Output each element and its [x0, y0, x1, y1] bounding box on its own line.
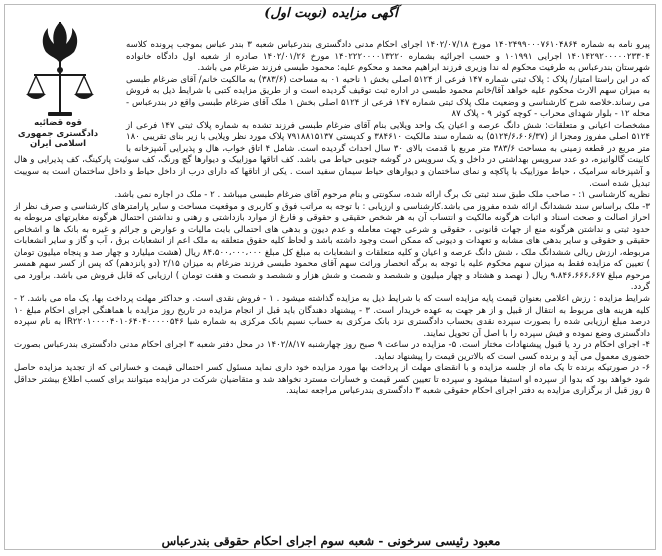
signature: معبود رئیسی سرخونی - شعبه سوم اجرای احکام حقوقی بندرعباس: [161, 534, 501, 548]
emblem-country-label: دادگستری جمهوری اسلامی ایران: [17, 129, 99, 149]
notice-paragraph: پیرو نامه به شماره ۱۴۰۲۴۹۹۰۰۰۷۶۱۰۴۸۶۴ مورخ ۱۴۰۲/۰۷/۱۸ اجرای احکام مدنی دادگستری بندرعباس شعبه ۳ بندر عباس بموجب پرونده کلاسه ۱۴۰۱۴۲۹۲۰۰۰۰۰۲۳۳۰۴ اجرایی ۱۰۱۹۹۱ و حسب اجرائیه بشماره ۱۴۰۲۲۲۰۰۰۰۱۳۲۲۰ مورخ ۱۴۰۲/۰۱/۲۶ صادره از شعبه اول دادگاه خانواده شهرستان بندرعباس به طرفیت محکوم له ندا وزیری فرزند ابراهیم محمد و محکوم علیه: محمود طبسی فرزند ضرغام می باشد.: [126, 40, 650, 74]
notice-paragraph: ۴- اجرای احکام در رد یا قبول پیشنهادات مختار است. ۵- مزایده در ساعت ۹ صبح روز چهارشنبه ۱۴۰۲/۸/۱۷ در محل دفتر شعبه ۳ اجرای احکام مدنی دادگستری بندرعباس بصورت حضوری معمول می آید و برنده کسی است که بالاترین قیمت را پیشنهاد نماید.: [14, 340, 650, 362]
notice-paragraph: ۶- در صورتیکه برنده تا یک ماه از جلسه مزایده و با انقضای مهلت از پرداخت بها مورد مزایده خود داری نماید مسئول کسر احتمالی قیمت و خساراتی که از تجدید مزایده حاصل شود خواهد بود که بدوا از سپرده او استیفا میشود و سپرده تا تعیین کسر قیمت و خسارات مسترد نخواهد شد و متقاضیان شرکت در مزایده میتوانند برای کسب اطلاع بیشتر حداقل ۵ روز قبل از برگزاری مزایده به دفتر اجرای احکام حقوقی شعبه ۳ دادگستری بندرعباس مراجعه نمایند.: [14, 363, 650, 397]
emblem-space: [14, 40, 126, 144]
emblem-org-label: قوه قضائیه: [34, 118, 82, 128]
notice-paragraph: مشخصات اعیانی و متعلقات: شش دانگ عرصه و اعیان یک واحد ویلایی بنام آقای ضرغام طبسی فرزند تشده به شماره پلاک ثبتی ۱۴۷ فرعی از ۵۱۲۴ اصلی مفروز ومجزا از (۵۱۲۴/۶،۶۰۶/۳۷) به شماره سند مالکیت ۳۸۴۶۱۰ و کدپستی ۷۹۱۸۸۱۵۱۳۷ پلاک مورد نظر ویلایی با زیر بنای تقریبی ۱۸۰ متر مربع در قطعه زمینی به مساحت ۳۸۳/۶ متر مربع با قدمت بالای ۳۰ سال احداث گردیده است. شامل ۴ اتاق خواب، هال و پذیرایی آشپزخانه با کابینت گالوانیزه، دو عدد سرویس بهداشتی در داخل و یک سرویس در گوشه جنوبی حیاط می باشد. کف اتاقها موزاییک و دیوارها گچ ورنگ، کف سوئیت پارکینگ، کف پذیرایی و هال و آشپزخانه سرامیک ، حیاط موزاییک با پاکچه و نمای ساختمان و دیوارهای حیاط سیمان سفید است . یکی از اتاقها که دارای درب از داخل حیاط و داخل ساختمان است به سوییت تبدیل شده است.: [14, 120, 651, 189]
notice-paragraph: که در این راستا امتیاز/ پلاک : پلاک ثبتی شماره ۱۴۷ فرعی از ۵۱۲۴ اصلی بخش ۱ ناحیه ۰۱ به مساحت (۳۸۳/۶) به مالکیت خانم/ آقای ضرغام طبسی به میزان سهم الارث محکوم علیه خواهد آقا/خانم محمود طبسی در اداره ثبت توقیف گردیده است و از طریق مزایده کتبی با شرایط ذیل به فروش می رساند.خلاصه شرح کارشناسی و وضعیت ملک پلاک ثبتی شماره ۱۴۷ فرعی از ۵۱۲۴ اصلی بخش ۱ ملک آقای ضرغام طبسی واقع در بندرعباس - محله ۱۲ - بلوار شهدای محراب - کوچه کوثر ۹ - پلاک ۸۷: [126, 74, 650, 120]
notice-body: [14, 40, 650, 398]
notice-paragraph: ۳- ملک براساس سند ششدانگ ارائه شده مفروز می باشد.کارشناسی و ارزیابی : با توجه به مراتب فوق و کاربری و موقعیت مساحت و سایر پارامترهای کارشناسی و صرف نظر از احراز اصالت و صحت اسناد و اثبات هرگونه مالکیت و انتساب آن به هر شخص حقیقی و حقوقی و فارغ از موارد بازداشتی و رهنی و نداشتن احتمال هرگونه مغایرتهای مربوطه به حدود ثبتی و نداشتن هرگونه منع از جهات قانونی ، حقوقی و شرعی جهت معامله و عدم دیون و بدهی های احتمالی بابت مالیات و عوارض و جرائم و غیره به بانک ها و اشخاص حقیقی و حقوقی و سایر بدهی های مشابه و تعهدات و دیونی که ممکن است وجود داشته باشد و لحاظ کلیه حقوق متعلقه به ملک اعم از انشعابات برق ، آب و گاز و سایر انشعابات مربوطه، ارزش ریالی ششدانگ ملک ، شش دانگ عرصه و اعیان و کلیه متعلقات و انشعابات به مبلغ کل مبلغ ۸۴،۵۰۰،۰۰۰،۰۰۰ ریال (هشت میلیارد و چهار صد و پنجاه میلیون تومان ) تعیین که مزایده فقط به میزان سهم محکوم علیه با توجه به برگه انحصار وراثت سهم آقای محمود طبسی فرزند ضرغام به میزان ۲/۱۵ (دو پانزدهم) که پس از کسر سهم همسر مرحوم مبلغ ۹،۸۴۶،۶۶۶،۶۶۷ ریال ( نهصد و هشتاد و چهار میلیون و ششصد و شصت و شش هزار و ششصد و شصت و هفت تومان ) ارزیابی که قابل فروش می باشد. براورد می گردد.: [14, 201, 651, 293]
notice-title: آگهی مزایده (نوبت اول): [264, 6, 398, 21]
notice-paragraph: نظریه کارشناسی ۱: - صاحب ملک طبق سند ثبتی تک برگ ارائه شده، سکونتی و بنام مرحوم آقای ضرغام طبسی میباشد . ۲ - ملک در اجاره نمی باشد.: [114, 190, 650, 201]
notice-paragraph: شرایط مزایده : رزش اعلامی بعنوان قیمت پایه مزایده است که با شرایط ذیل به مزایده گذاشته میشود . ۱ - فروش نقدی است. و حداکثر مهلت پرداخت بها، یک ماه می باشد. ۲ - کلیه هزینه های مربوط به انتقال از قبیل و از هر جهت به عهده خریدار است. ۳ - پیشنهاد دهندگان باید قبل از انجام مزایده در تاریخ روز مزایده با هماهنگی اجرای احکام مبلغ ۱۰ درصد مبلغ ارزیابی شده را بصورت سپرده نقدی بحساب دادگستری نزد بانک مرکزی به حساب نسیم بانک مرکزی به شماره شبا IR۲۲۰۱۰۰۰۰۴۰۱۰۶۴۰۴۰۰۰۰۰۵۴۶ به نام سپرده دادگستری وضع نموده و فیش سپرده را با اصل آن تحویل نمایند.: [14, 294, 650, 339]
